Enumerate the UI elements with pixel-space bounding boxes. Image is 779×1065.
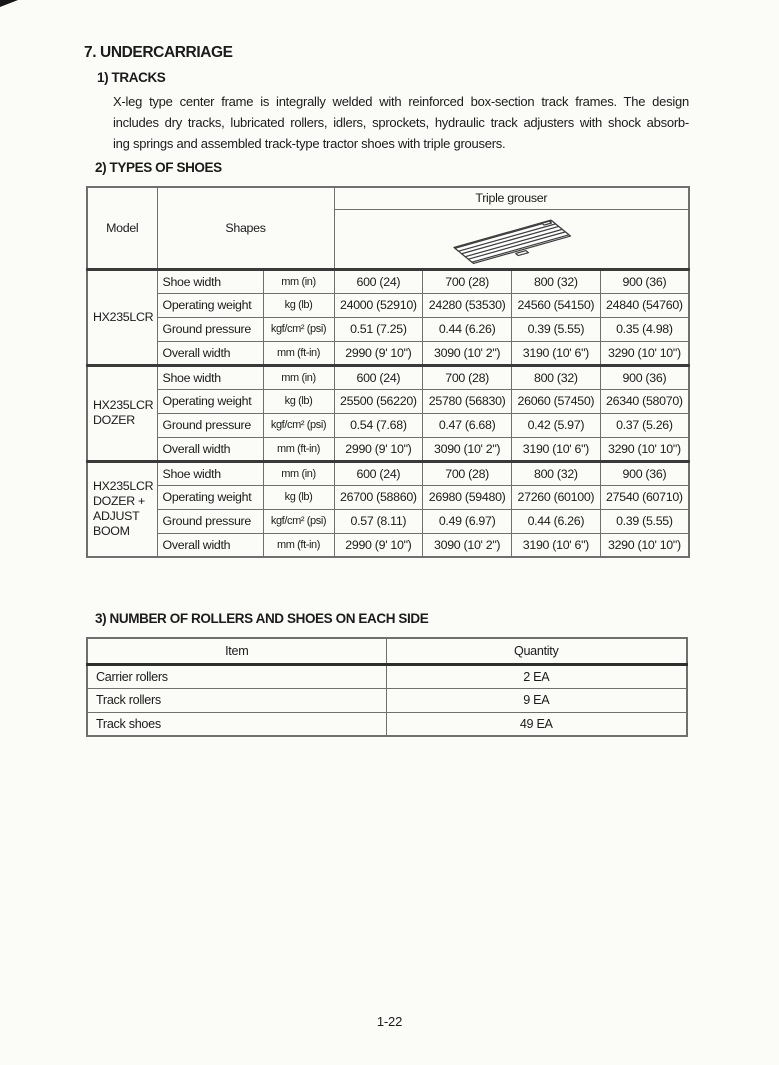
value-cell: 27540 (60710) — [600, 485, 689, 509]
row-label: Operating weight — [157, 389, 263, 413]
shoe-table-header — [87, 187, 689, 269]
table-row — [87, 509, 689, 533]
quantity-column-header: Quantity — [386, 638, 687, 664]
rollers-table-header — [87, 638, 687, 664]
row-unit: mm (in) — [263, 461, 334, 485]
value-cell: 900 (36) — [600, 461, 689, 485]
row-label: Ground pressure — [157, 509, 263, 533]
value-cell: 2990 (9' 10") — [334, 437, 423, 461]
table-row — [87, 293, 689, 317]
table-row — [87, 341, 689, 365]
value-cell: 3090 (10' 2") — [423, 533, 512, 557]
value-cell: 0.51 (7.25) — [334, 317, 423, 341]
quantity-cell: 9 EA — [386, 688, 687, 712]
value-cell: 700 (28) — [423, 461, 512, 485]
row-label: Overall width — [157, 437, 263, 461]
value-cell: 700 (28) — [423, 365, 512, 389]
rollers-table — [86, 637, 688, 737]
value-cell: 700 (28) — [423, 269, 512, 293]
section-heading-rollers: 3) NUMBER OF ROLLERS AND SHOES ON EACH SIDE — [95, 611, 429, 626]
table-row — [87, 533, 689, 557]
model-column-header: Model — [87, 187, 157, 269]
scan-corner-artifact — [0, 0, 18, 7]
value-cell: 0.57 (8.11) — [334, 509, 423, 533]
value-cell: 0.42 (5.97) — [512, 413, 601, 437]
value-cell: 600 (24) — [334, 365, 423, 389]
value-cell: 0.54 (7.68) — [334, 413, 423, 437]
table-row — [87, 461, 689, 485]
value-cell: 900 (36) — [600, 269, 689, 293]
value-cell: 3090 (10' 2") — [423, 341, 512, 365]
value-cell: 0.39 (5.55) — [512, 317, 601, 341]
row-label: Shoe width — [157, 269, 263, 293]
row-label: Ground pressure — [157, 413, 263, 437]
value-cell: 27260 (60100) — [512, 485, 601, 509]
value-cell: 800 (32) — [512, 365, 601, 389]
table-row — [87, 389, 689, 413]
row-unit: kg (lb) — [263, 389, 334, 413]
row-label: Overall width — [157, 341, 263, 365]
quantity-cell: 2 EA — [386, 664, 687, 688]
table-row — [87, 688, 687, 712]
value-cell: 0.37 (5.26) — [600, 413, 689, 437]
model-cell: HX235LCR — [87, 269, 157, 365]
row-unit: mm (ft-in) — [263, 341, 334, 365]
item-column-header: Item — [87, 638, 386, 664]
value-cell: 0.35 (4.98) — [600, 317, 689, 341]
value-cell: 24000 (52910) — [334, 293, 423, 317]
value-cell: 24840 (54760) — [600, 293, 689, 317]
track-shoe-icon — [432, 210, 590, 268]
row-label: Ground pressure — [157, 317, 263, 341]
value-cell: 0.47 (6.68) — [423, 413, 512, 437]
row-unit: kg (lb) — [263, 293, 334, 317]
row-label: Shoe width — [157, 365, 263, 389]
section-heading-types-of-shoes: 2) TYPES OF SHOES — [95, 160, 222, 175]
value-cell: 0.44 (6.26) — [512, 509, 601, 533]
value-cell: 0.44 (6.26) — [423, 317, 512, 341]
page-number: 1-22 — [376, 1014, 403, 1029]
quantity-cell: 49 EA — [386, 712, 687, 736]
value-cell: 0.39 (5.55) — [600, 509, 689, 533]
shoe-table-group-hx235lcr-dozer-adjust-boom — [87, 461, 689, 557]
triple-grouser-header: Triple grouser — [334, 187, 689, 209]
row-unit: mm (ft-in) — [263, 533, 334, 557]
value-cell: 26340 (58070) — [600, 389, 689, 413]
table-row — [87, 638, 687, 664]
tracks-paragraph-line: ing springs and assembled track-type tractor shoes with triple grousers. — [113, 136, 506, 151]
tracks-paragraph-line: X-leg type center frame is integrally welded with reinforced box-section track frames. The design — [113, 94, 689, 109]
tracks-paragraph-line: includes dry tracks, lubricated rollers, idlers, sprockets, hydraulic track adjusters with shock absorb- — [113, 115, 689, 130]
value-cell: 0.49 (6.97) — [423, 509, 512, 533]
row-label: Overall width — [157, 533, 263, 557]
row-label: Shoe width — [157, 461, 263, 485]
value-cell: 26060 (57450) — [512, 389, 601, 413]
tracks-paragraph — [113, 91, 689, 154]
row-unit: kg (lb) — [263, 485, 334, 509]
shoe-spec-table — [86, 186, 690, 558]
value-cell: 3190 (10' 6") — [512, 341, 601, 365]
value-cell: 600 (24) — [334, 269, 423, 293]
value-cell: 3190 (10' 6") — [512, 533, 601, 557]
shapes-column-header: Shapes — [157, 187, 334, 269]
section-heading-tracks: 1) TRACKS — [97, 70, 166, 85]
table-row — [87, 317, 689, 341]
value-cell: 800 (32) — [512, 461, 601, 485]
row-label: Operating weight — [157, 485, 263, 509]
row-unit: kgf/cm² (psi) — [263, 413, 334, 437]
value-cell: 24280 (53530) — [423, 293, 512, 317]
item-cell: Track shoes — [87, 712, 386, 736]
table-row — [87, 485, 689, 509]
shoe-table-group-hx235lcr-dozer — [87, 365, 689, 461]
value-cell: 900 (36) — [600, 365, 689, 389]
value-cell: 3090 (10' 2") — [423, 437, 512, 461]
table-row — [87, 413, 689, 437]
item-cell: Track rollers — [87, 688, 386, 712]
value-cell: 600 (24) — [334, 461, 423, 485]
model-cell: HX235LCR DOZER + ADJUST BOOM — [87, 461, 157, 557]
value-cell: 26980 (59480) — [423, 485, 512, 509]
item-cell: Carrier rollers — [87, 664, 386, 688]
row-unit: kgf/cm² (psi) — [263, 509, 334, 533]
table-row — [87, 712, 687, 736]
value-cell: 25500 (56220) — [334, 389, 423, 413]
value-cell: 2990 (9' 10") — [334, 533, 423, 557]
shoe-table-group-hx235lcr — [87, 269, 689, 365]
row-label: Operating weight — [157, 293, 263, 317]
track-shoe-image-cell — [334, 209, 689, 269]
row-unit: mm (ft-in) — [263, 437, 334, 461]
value-cell: 3290 (10' 10") — [600, 437, 689, 461]
value-cell: 3290 (10' 10") — [600, 341, 689, 365]
table-row — [87, 664, 687, 688]
table-row — [87, 365, 689, 389]
value-cell: 800 (32) — [512, 269, 601, 293]
row-unit: mm (in) — [263, 365, 334, 389]
value-cell: 3190 (10' 6") — [512, 437, 601, 461]
table-row — [87, 269, 689, 293]
value-cell: 2990 (9' 10") — [334, 341, 423, 365]
table-row — [87, 437, 689, 461]
value-cell: 24560 (54150) — [512, 293, 601, 317]
value-cell: 25780 (56830) — [423, 389, 512, 413]
page-title: 7. UNDERCARRIAGE — [84, 44, 233, 61]
value-cell: 26700 (58860) — [334, 485, 423, 509]
value-cell: 3290 (10' 10") — [600, 533, 689, 557]
row-unit: kgf/cm² (psi) — [263, 317, 334, 341]
row-unit: mm (in) — [263, 269, 334, 293]
model-cell: HX235LCR DOZER — [87, 365, 157, 461]
